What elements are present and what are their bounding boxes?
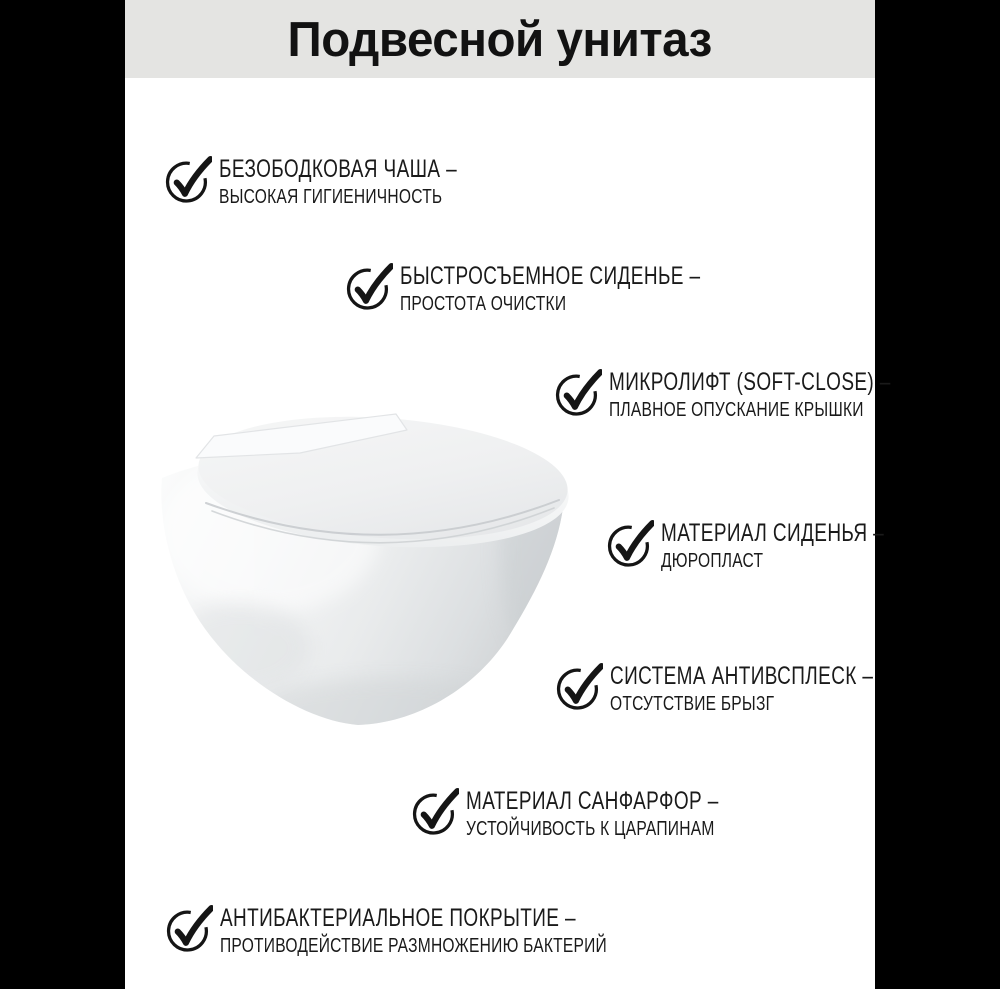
feature-subtitle: ДЮРОПЛАСТ (661, 549, 764, 572)
feature-subtitle: УСТОЙЧИВОСТЬ К ЦАРАПИНАМ (466, 817, 715, 840)
check-circle-icon (166, 904, 213, 952)
feature-quick-release-seat (346, 262, 795, 315)
feature-subtitle: ВЫСОКАЯ ГИГИЕНИЧНОСТЬ (219, 185, 443, 208)
feature-subtitle: ОТСУТСТВИЕ БРЫЗГ (610, 692, 775, 715)
page-title: Подвесной унитаз (287, 13, 713, 67)
right-frame-bar (875, 0, 1000, 989)
left-frame-bar (0, 0, 125, 989)
check-circle-icon (165, 155, 212, 203)
check-circle-icon (556, 662, 603, 710)
product-image-toilet (150, 403, 580, 738)
check-circle-icon (412, 787, 459, 835)
feature-title: АНТИБАКТЕРИАЛЬНОЕ ПОКРЫТИЕ – (220, 904, 576, 932)
check-circle-icon (555, 368, 602, 416)
feature-subtitle: ПРОТИВОДЕЙСТВИЕ РАЗМНОЖЕНИЮ БАКТЕРИЙ (220, 934, 607, 957)
feature-title: МИКРОЛИФТ (SOFT-CLOSE) – (609, 368, 891, 396)
feature-title: БЕЗОБОДКОВАЯ ЧАША – (219, 155, 458, 183)
check-circle-icon (607, 519, 654, 567)
feature-seat-material (607, 519, 955, 572)
feature-title: БЫСТРОСЪЕМНОЕ СИДЕНЬЕ – (400, 262, 701, 290)
feature-title: МАТЕРИАЛ САНФАРФОР – (466, 787, 719, 815)
feature-subtitle: ПРОСТОТА ОЧИСТКИ (400, 292, 567, 315)
feature-anti-splash (556, 662, 957, 715)
feature-title: СИСТЕМА АНТИВСПЛЕСК – (610, 662, 874, 690)
feature-soft-close (555, 368, 980, 421)
feature-title: МАТЕРИАЛ СИДЕНЬЯ – (661, 519, 885, 547)
feature-porcelain-material (412, 787, 798, 840)
feature-rimless-bowl (165, 155, 532, 208)
check-circle-icon (346, 262, 393, 310)
feature-subtitle: ПЛАВНОЕ ОПУСКАНИЕ КРЫШКИ (609, 398, 864, 421)
header-band (125, 0, 875, 78)
feature-antibacterial-coating (166, 904, 729, 957)
